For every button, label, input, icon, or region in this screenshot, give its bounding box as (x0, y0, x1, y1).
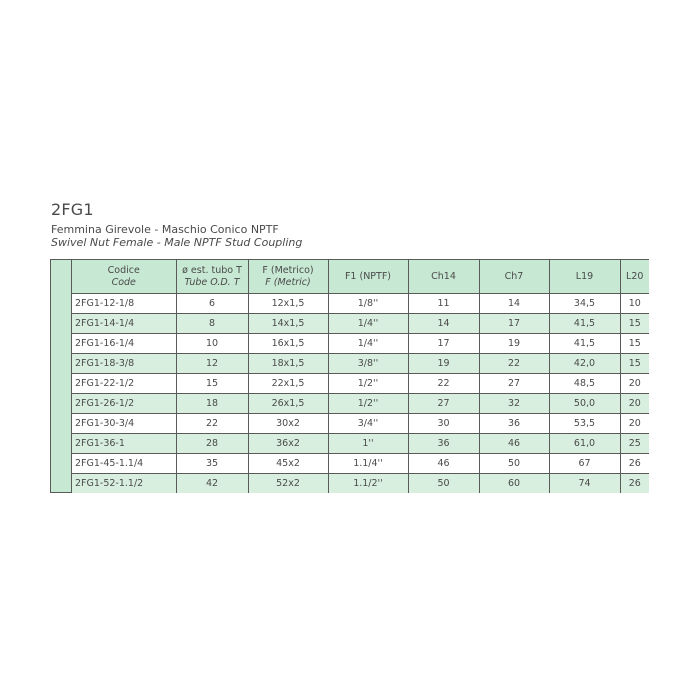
cell-value: 27 (479, 374, 549, 394)
cell-value: 36 (408, 434, 479, 454)
cell-value: 19 (408, 354, 479, 374)
cell-value: 14 (408, 314, 479, 334)
cell-value: 26x1,5 (248, 394, 328, 414)
cell-value: 41,5 (549, 334, 620, 354)
cell-value: 36x2 (248, 434, 328, 454)
cell-value: 22 (176, 414, 248, 434)
cell-value: 30x2 (248, 414, 328, 434)
cell-value: 22 (479, 354, 549, 374)
column-header-label-en: F (Metric) (265, 276, 311, 288)
table-row (72, 394, 649, 414)
cell-value: 15 (620, 314, 649, 334)
column-header-label-en: Code (111, 276, 136, 288)
column-header-label: Ch7 (504, 270, 524, 282)
cell-value: 46 (479, 434, 549, 454)
cell-code: 2FG1-36-1 (72, 434, 176, 454)
cell-value: 19 (479, 334, 549, 354)
cell-value: 28 (176, 434, 248, 454)
column-header (328, 260, 408, 294)
cell-value: 16x1,5 (248, 334, 328, 354)
cell-value: 1/8'' (328, 294, 408, 314)
cell-value: 22x1,5 (248, 374, 328, 394)
cell-value: 32 (479, 394, 549, 414)
cell-value: 67 (549, 454, 620, 474)
cell-code: 2FG1-18-3/8 (72, 354, 176, 374)
column-header-label: Codice (107, 264, 140, 276)
cell-value: 50 (479, 454, 549, 474)
cell-value: 18 (176, 394, 248, 414)
table-row (72, 334, 649, 354)
cell-value: 10 (620, 294, 649, 314)
cell-value: 25 (620, 434, 649, 454)
cell-value: 17 (479, 314, 549, 334)
cell-code: 2FG1-22-1/2 (72, 374, 176, 394)
cell-value: 45x2 (248, 454, 328, 474)
subtitle-english: Swivel Nut Female - Male NPTF Stud Coupling (51, 236, 303, 249)
cell-value: 1/4'' (328, 314, 408, 334)
cell-value: 1.1/4'' (328, 454, 408, 474)
cell-code: 2FG1-30-3/4 (72, 414, 176, 434)
cell-value: 1/2'' (328, 374, 408, 394)
cell-code: 2FG1-45-1.1/4 (72, 454, 176, 474)
cell-value: 15 (620, 354, 649, 374)
cell-value: 20 (620, 394, 649, 414)
column-header-label: Ch14 (431, 270, 456, 282)
spec-table (72, 260, 649, 493)
cell-value: 20 (620, 414, 649, 434)
cell-value: 14 (479, 294, 549, 314)
cell-value: 34,5 (549, 294, 620, 314)
column-header (549, 260, 620, 294)
cell-value: 3/8'' (328, 354, 408, 374)
column-header (176, 260, 248, 294)
subtitle-italian: Femmina Girevole - Maschio Conico NPTF (51, 223, 279, 236)
column-header (479, 260, 549, 294)
cell-value: 1/4'' (328, 334, 408, 354)
table-row (72, 414, 649, 434)
cell-value: 42 (176, 474, 248, 494)
table-row (72, 314, 649, 334)
cell-value: 8 (176, 314, 248, 334)
table-row (72, 474, 649, 494)
cell-value: 61,0 (549, 434, 620, 454)
table-body (72, 294, 649, 494)
column-header-label: ø est. tubo T (182, 264, 242, 276)
cell-value: 12x1,5 (248, 294, 328, 314)
cell-value: 60 (479, 474, 549, 494)
cell-value: 22 (408, 374, 479, 394)
cell-value: 53,5 (549, 414, 620, 434)
table-row (72, 374, 649, 394)
cell-value: 26 (620, 454, 649, 474)
cell-value: 48,5 (549, 374, 620, 394)
cell-value: 27 (408, 394, 479, 414)
cell-value: 42,0 (549, 354, 620, 374)
table-side-band (51, 260, 72, 492)
column-header (248, 260, 328, 294)
cell-value: 15 (620, 334, 649, 354)
column-header-label: L19 (575, 270, 594, 282)
cell-value: 50 (408, 474, 479, 494)
cell-value: 74 (549, 474, 620, 494)
table-header-row (72, 260, 649, 294)
table-row (72, 294, 649, 314)
column-header-label: F1 (NPTF) (344, 270, 392, 282)
cell-value: 35 (176, 454, 248, 474)
cell-value: 36 (479, 414, 549, 434)
cell-value: 30 (408, 414, 479, 434)
column-header (620, 260, 649, 294)
cell-value: 1'' (328, 434, 408, 454)
cell-value: 46 (408, 454, 479, 474)
cell-code: 2FG1-26-1/2 (72, 394, 176, 414)
cell-code: 2FG1-14-1/4 (72, 314, 176, 334)
table-row (72, 434, 649, 454)
cell-value: 14x1,5 (248, 314, 328, 334)
cell-value: 6 (176, 294, 248, 314)
column-header-label-en: Tube O.D. T (184, 276, 240, 288)
column-header (408, 260, 479, 294)
cell-value: 11 (408, 294, 479, 314)
cell-value: 17 (408, 334, 479, 354)
product-title: 2FG1 (51, 200, 94, 219)
cell-value: 26 (620, 474, 649, 494)
cell-value: 50,0 (549, 394, 620, 414)
cell-value: 12 (176, 354, 248, 374)
cell-value: 10 (176, 334, 248, 354)
cell-code: 2FG1-12-1/8 (72, 294, 176, 314)
cell-value: 3/4'' (328, 414, 408, 434)
cell-value: 52x2 (248, 474, 328, 494)
column-header-label: F (Metrico) (262, 264, 314, 276)
cell-code: 2FG1-52-1.1/2 (72, 474, 176, 494)
cell-value: 15 (176, 374, 248, 394)
cell-value: 20 (620, 374, 649, 394)
table-row (72, 454, 649, 474)
cell-value: 18x1,5 (248, 354, 328, 374)
cell-value: 1/2'' (328, 394, 408, 414)
column-header-label: L20 (626, 270, 644, 282)
cell-code: 2FG1-16-1/4 (72, 334, 176, 354)
cell-value: 41,5 (549, 314, 620, 334)
table-row (72, 354, 649, 374)
column-header (72, 260, 176, 294)
spec-table-frame (50, 259, 649, 493)
cell-value: 1.1/2'' (328, 474, 408, 494)
